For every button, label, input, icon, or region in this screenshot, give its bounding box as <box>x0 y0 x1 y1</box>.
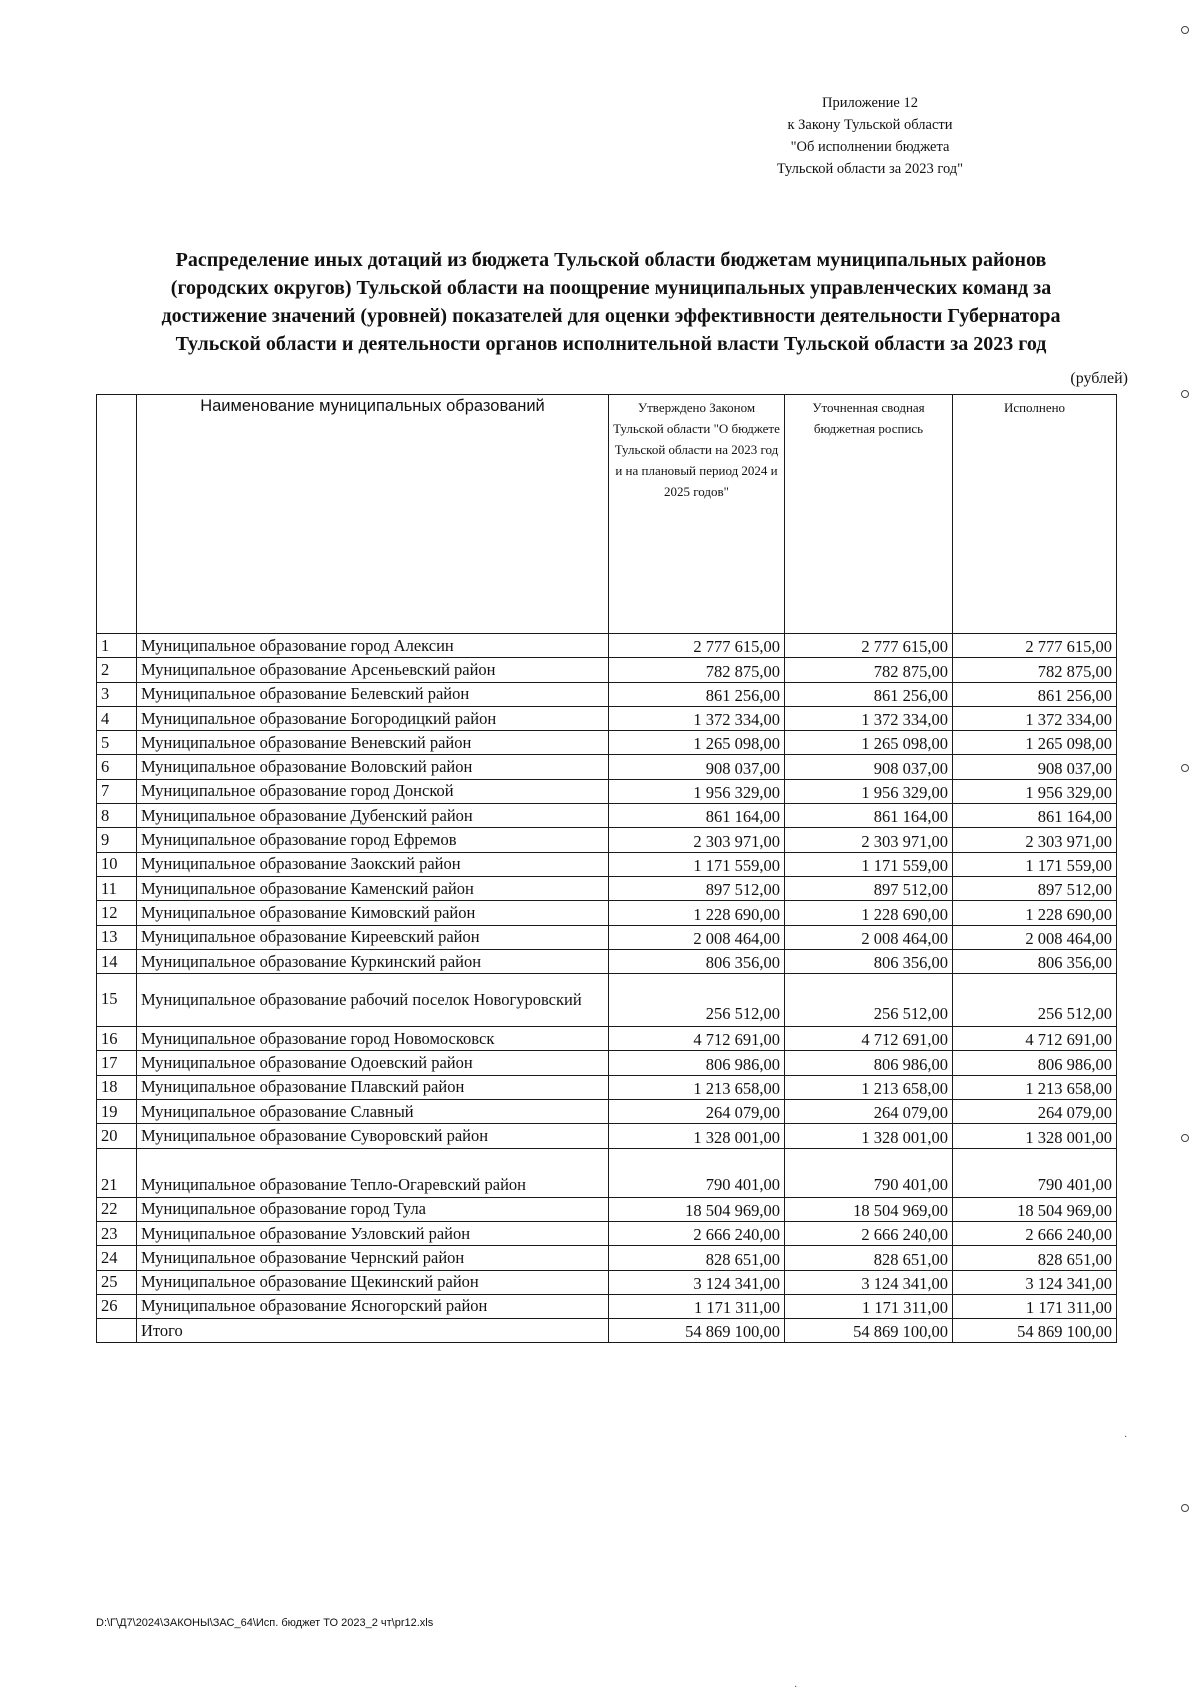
document-title <box>96 246 1126 358</box>
row-approved: 1 171 311,00 <box>609 1294 785 1318</box>
row-approved: 4 712 691,00 <box>609 1027 785 1051</box>
row-refined: 256 512,00 <box>785 974 953 1027</box>
title-line: (городских округов) Тульской области на поощрение муниципальных управленческих команд за <box>170 277 1052 299</box>
row-refined: 3 124 341,00 <box>785 1270 953 1294</box>
row-number: 11 <box>97 876 137 900</box>
appendix-line: к Закону Тульской области <box>787 117 953 133</box>
row-refined: 4 712 691,00 <box>785 1027 953 1051</box>
table-row <box>97 1027 1117 1051</box>
row-refined: 806 986,00 <box>785 1051 953 1075</box>
table-row <box>97 1075 1117 1099</box>
row-number: 2 <box>97 658 137 682</box>
row-executed: 861 256,00 <box>953 682 1117 706</box>
row-executed: 1 265 098,00 <box>953 731 1117 755</box>
row-number: 8 <box>97 804 137 828</box>
row-executed: 2 777 615,00 <box>953 634 1117 658</box>
row-number: 6 <box>97 755 137 779</box>
row-number: 16 <box>97 1027 137 1051</box>
title-line: Распределение иных дотаций из бюджета Тульской области бюджетам муниципальных районов <box>175 249 1047 271</box>
units-label: (рублей) <box>1070 370 1128 387</box>
total-approved: 54 869 100,00 <box>609 1319 785 1343</box>
row-name: Муниципальное образование Богородицкий район <box>137 706 609 730</box>
row-number: 23 <box>97 1221 137 1245</box>
table-row <box>97 1124 1117 1148</box>
table-row <box>97 901 1117 925</box>
row-name: Муниципальное образование Киреевский район <box>137 925 609 949</box>
row-approved: 256 512,00 <box>609 974 785 1027</box>
header-approved: Утверждено Законом Тульской области "О бюджете Тульской области на 2023 год и на плановый период 2024 и 2025 годов" <box>609 395 785 634</box>
row-approved: 1 328 001,00 <box>609 1124 785 1148</box>
table-header-row <box>97 395 1117 634</box>
scan-mark-icon <box>1181 26 1189 34</box>
row-name: Муниципальное образование город Новомосковск <box>137 1027 609 1051</box>
row-refined: 790 401,00 <box>785 1148 953 1197</box>
table-row <box>97 755 1117 779</box>
row-number: 26 <box>97 1294 137 1318</box>
row-name: Муниципальное образование город Тула <box>137 1197 609 1221</box>
table-row <box>97 1221 1117 1245</box>
row-name: Муниципальное образование Куркинский район <box>137 949 609 973</box>
row-executed: 806 356,00 <box>953 949 1117 973</box>
row-refined: 2 777 615,00 <box>785 634 953 658</box>
row-number: 1 <box>97 634 137 658</box>
table-row <box>97 876 1117 900</box>
row-refined: 1 171 311,00 <box>785 1294 953 1318</box>
total-executed: 54 869 100,00 <box>953 1319 1117 1343</box>
row-approved: 806 986,00 <box>609 1051 785 1075</box>
row-refined: 264 079,00 <box>785 1100 953 1124</box>
row-number: 25 <box>97 1270 137 1294</box>
row-name: Муниципальное образование Одоевский район <box>137 1051 609 1075</box>
row-approved: 861 256,00 <box>609 682 785 706</box>
table-row <box>97 1051 1117 1075</box>
row-name: Муниципальное образование Дубенский район <box>137 804 609 828</box>
scan-dot-icon: · <box>1124 1432 1128 1443</box>
row-approved: 1 265 098,00 <box>609 731 785 755</box>
row-approved: 897 512,00 <box>609 876 785 900</box>
row-approved: 1 956 329,00 <box>609 779 785 803</box>
header-executed: Исполнено <box>953 395 1117 634</box>
title-line: достижение значений (уровней) показателей для оценки эффективности деятельности Губернатора <box>161 305 1061 327</box>
row-name: Муниципальное образование Чернский район <box>137 1246 609 1270</box>
row-number: 17 <box>97 1051 137 1075</box>
row-executed: 908 037,00 <box>953 755 1117 779</box>
table-row <box>97 1294 1117 1318</box>
row-executed: 1 372 334,00 <box>953 706 1117 730</box>
row-number: 20 <box>97 1124 137 1148</box>
row-name: Муниципальное образование Заокский район <box>137 852 609 876</box>
row-number: 21 <box>97 1148 137 1197</box>
row-executed: 1 171 311,00 <box>953 1294 1117 1318</box>
table-row <box>97 1197 1117 1221</box>
row-approved: 806 356,00 <box>609 949 785 973</box>
row-executed: 3 124 341,00 <box>953 1270 1117 1294</box>
row-name: Муниципальное образование Веневский район <box>137 731 609 755</box>
row-approved: 3 124 341,00 <box>609 1270 785 1294</box>
row-executed: 861 164,00 <box>953 804 1117 828</box>
row-refined: 897 512,00 <box>785 876 953 900</box>
table-row <box>97 974 1117 1027</box>
row-number: 22 <box>97 1197 137 1221</box>
row-approved: 1 213 658,00 <box>609 1075 785 1099</box>
row-approved: 2 303 971,00 <box>609 828 785 852</box>
appendix-line: Приложение 12 <box>822 95 918 111</box>
appendix-line: Тульской области за 2023 год" <box>776 161 964 177</box>
row-refined: 908 037,00 <box>785 755 953 779</box>
row-executed: 806 986,00 <box>953 1051 1117 1075</box>
row-refined: 18 504 969,00 <box>785 1197 953 1221</box>
row-name: Муниципальное образование рабочий поселок Новогуровский <box>137 974 609 1027</box>
row-refined: 782 875,00 <box>785 658 953 682</box>
row-approved: 782 875,00 <box>609 658 785 682</box>
row-refined: 1 372 334,00 <box>785 706 953 730</box>
row-number: 9 <box>97 828 137 852</box>
row-executed: 782 875,00 <box>953 658 1117 682</box>
scan-mark-icon <box>1181 1504 1189 1512</box>
row-executed: 1 213 658,00 <box>953 1075 1117 1099</box>
row-name: Муниципальное образование город Алексин <box>137 634 609 658</box>
row-executed: 256 512,00 <box>953 974 1117 1027</box>
table-row <box>97 949 1117 973</box>
row-number: 19 <box>97 1100 137 1124</box>
row-approved: 828 651,00 <box>609 1246 785 1270</box>
total-refined: 54 869 100,00 <box>785 1319 953 1343</box>
row-number: 4 <box>97 706 137 730</box>
row-number: 24 <box>97 1246 137 1270</box>
row-name: Муниципальное образование Воловский район <box>137 755 609 779</box>
row-executed: 18 504 969,00 <box>953 1197 1117 1221</box>
file-path: D:\Г\Д7\2024\ЗАКОНЫ\ЗАС_64\Исп. бюджет ТО 2023_2 чт\pr12.xls <box>96 1617 434 1629</box>
row-name: Муниципальное образование город Ефремов <box>137 828 609 852</box>
row-refined: 2 008 464,00 <box>785 925 953 949</box>
header-number <box>97 395 137 634</box>
table-row <box>97 1148 1117 1197</box>
row-refined: 806 356,00 <box>785 949 953 973</box>
row-refined: 861 164,00 <box>785 804 953 828</box>
appendix-line: "Об исполнении бюджета <box>790 139 950 155</box>
row-approved: 908 037,00 <box>609 755 785 779</box>
row-refined: 1 228 690,00 <box>785 901 953 925</box>
row-number: 10 <box>97 852 137 876</box>
row-approved: 18 504 969,00 <box>609 1197 785 1221</box>
row-refined: 861 256,00 <box>785 682 953 706</box>
table-row <box>97 828 1117 852</box>
table-row <box>97 804 1117 828</box>
row-approved: 790 401,00 <box>609 1148 785 1197</box>
row-name: Муниципальное образование Суворовский район <box>137 1124 609 1148</box>
scan-mark-icon <box>1181 390 1189 398</box>
row-executed: 2 666 240,00 <box>953 1221 1117 1245</box>
table-row <box>97 706 1117 730</box>
row-refined: 1 328 001,00 <box>785 1124 953 1148</box>
total-label: Итого <box>137 1319 609 1343</box>
row-name: Муниципальное образование Белевский район <box>137 682 609 706</box>
row-executed: 828 651,00 <box>953 1246 1117 1270</box>
scan-dot-icon: · <box>794 1682 798 1693</box>
row-approved: 861 164,00 <box>609 804 785 828</box>
table-row <box>97 1246 1117 1270</box>
row-name: Муниципальное образование Славный <box>137 1100 609 1124</box>
row-approved: 264 079,00 <box>609 1100 785 1124</box>
scan-mark-icon <box>1181 764 1189 772</box>
table-row <box>97 925 1117 949</box>
row-name: Муниципальное образование Арсеньевский район <box>137 658 609 682</box>
row-name: Муниципальное образование Плавский район <box>137 1075 609 1099</box>
table-row <box>97 1270 1117 1294</box>
total-row <box>97 1319 1117 1343</box>
table-row <box>97 731 1117 755</box>
table-row <box>97 658 1117 682</box>
row-name: Муниципальное образование Кимовский район <box>137 901 609 925</box>
row-name: Муниципальное образование Ясногорский район <box>137 1294 609 1318</box>
row-number: 3 <box>97 682 137 706</box>
row-refined: 2 303 971,00 <box>785 828 953 852</box>
row-name: Муниципальное образование Узловский район <box>137 1221 609 1245</box>
row-executed: 2 008 464,00 <box>953 925 1117 949</box>
row-approved: 2 008 464,00 <box>609 925 785 949</box>
budget-table <box>96 394 1117 1343</box>
table-row <box>97 779 1117 803</box>
row-number: 7 <box>97 779 137 803</box>
row-name: Муниципальное образование Тепло-Огаревский район <box>137 1148 609 1197</box>
row-number: 5 <box>97 731 137 755</box>
row-number: 12 <box>97 901 137 925</box>
row-refined: 2 666 240,00 <box>785 1221 953 1245</box>
row-executed: 1 328 001,00 <box>953 1124 1117 1148</box>
row-executed: 2 303 971,00 <box>953 828 1117 852</box>
row-name: Муниципальное образование Щекинский район <box>137 1270 609 1294</box>
title-line: Тульской области и деятельности органов исполнительной власти Тульской области за 2023 год <box>175 333 1047 355</box>
row-executed: 1 956 329,00 <box>953 779 1117 803</box>
row-refined: 1 213 658,00 <box>785 1075 953 1099</box>
table-row <box>97 852 1117 876</box>
row-approved: 2 666 240,00 <box>609 1221 785 1245</box>
row-number: 14 <box>97 949 137 973</box>
table-row <box>97 1100 1117 1124</box>
row-executed: 4 712 691,00 <box>953 1027 1117 1051</box>
row-executed: 790 401,00 <box>953 1148 1117 1197</box>
header-refined: Уточненная сводная бюджетная роспись <box>785 395 953 634</box>
row-executed: 1 228 690,00 <box>953 901 1117 925</box>
row-number: 15 <box>97 974 137 1027</box>
row-executed: 897 512,00 <box>953 876 1117 900</box>
row-refined: 1 171 559,00 <box>785 852 953 876</box>
row-executed: 264 079,00 <box>953 1100 1117 1124</box>
scan-mark-icon <box>1181 1134 1189 1142</box>
total-number <box>97 1319 137 1343</box>
row-approved: 1 228 690,00 <box>609 901 785 925</box>
row-name: Муниципальное образование город Донской <box>137 779 609 803</box>
row-name: Муниципальное образование Каменский район <box>137 876 609 900</box>
row-number: 13 <box>97 925 137 949</box>
row-approved: 2 777 615,00 <box>609 634 785 658</box>
row-refined: 1 956 329,00 <box>785 779 953 803</box>
row-refined: 1 265 098,00 <box>785 731 953 755</box>
row-approved: 1 171 559,00 <box>609 852 785 876</box>
row-number: 18 <box>97 1075 137 1099</box>
appendix-heading <box>740 92 1000 180</box>
row-approved: 1 372 334,00 <box>609 706 785 730</box>
row-refined: 828 651,00 <box>785 1246 953 1270</box>
table-row <box>97 634 1117 658</box>
row-executed: 1 171 559,00 <box>953 852 1117 876</box>
table-row <box>97 682 1117 706</box>
header-name: Наименование муниципальных образований <box>137 395 609 634</box>
